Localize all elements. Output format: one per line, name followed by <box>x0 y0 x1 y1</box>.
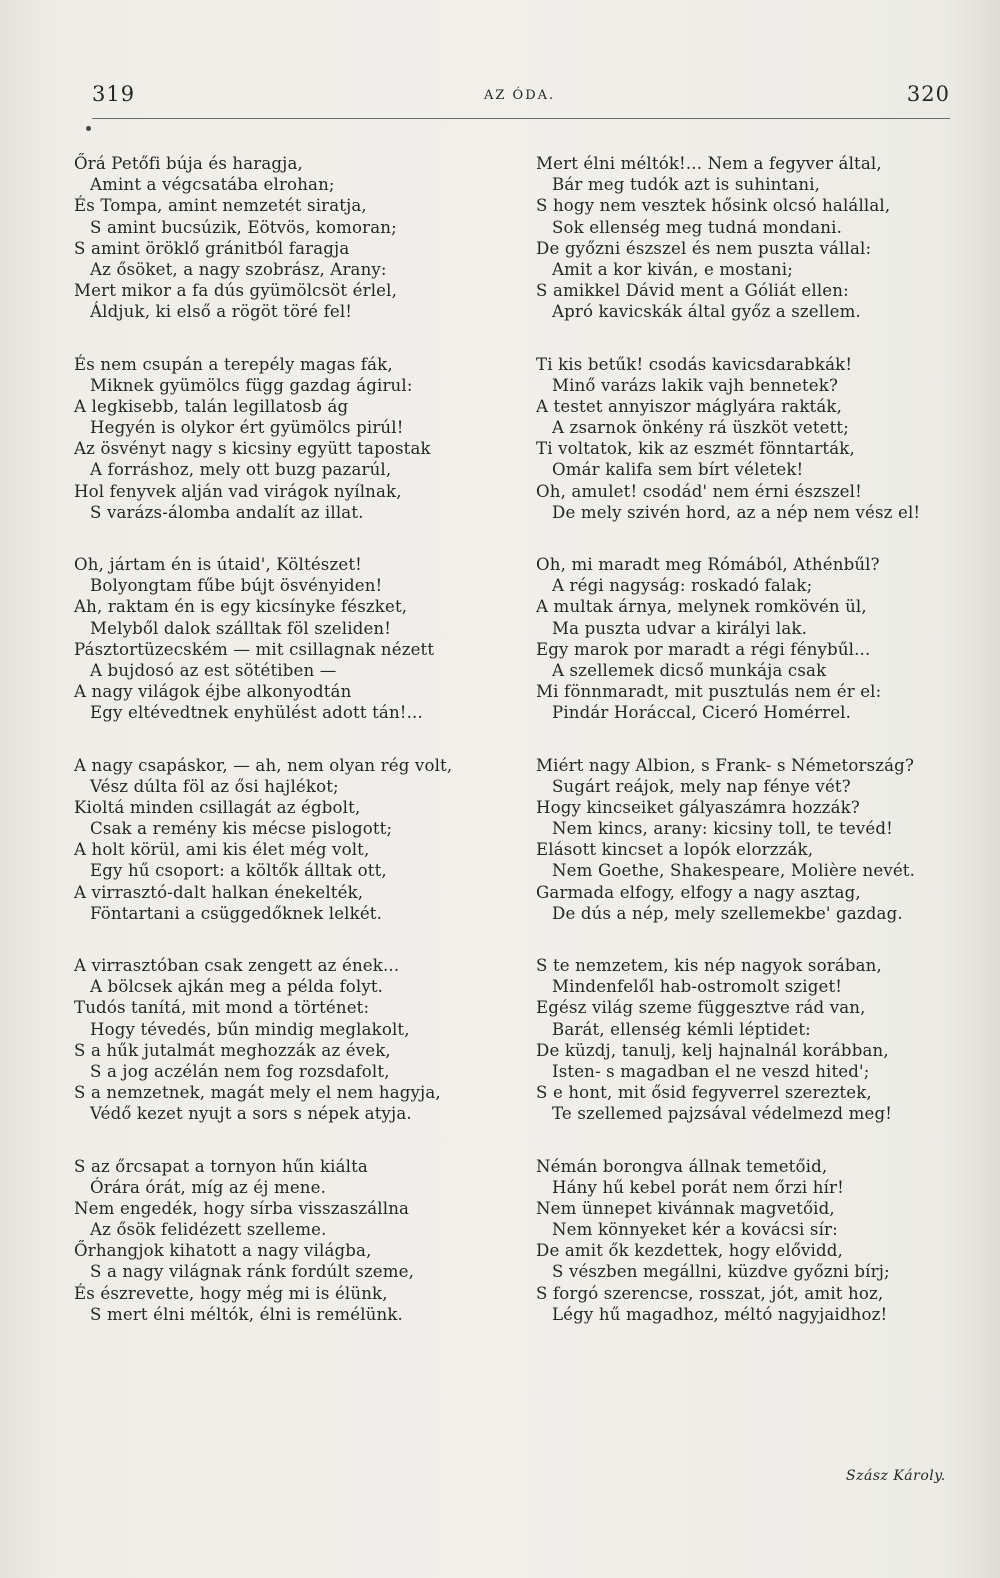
left-stanza-4 <box>74 755 519 925</box>
poem-line: Bár meg tudók azt is suhintani, <box>552 175 821 195</box>
poem-line: A régi nagyság: roskadó falak; <box>552 576 813 596</box>
right-stanza-1 <box>536 153 966 323</box>
poem-line: Nem engedék, hogy sírba visszaszállna <box>74 1198 410 1218</box>
author-signature: Szász Károly. <box>846 1468 946 1484</box>
poem-line: Amit a kor kiván, e mostani; <box>552 259 793 279</box>
poem-line: Vész dúlta föl az ősi hajlékot; <box>90 776 339 796</box>
poem-line: Az ösvényt nagy s kicsiny együtt tapostak <box>74 439 431 459</box>
poem-line: Oh, mi maradt meg Rómából, Athénbűl? <box>536 555 880 574</box>
poem-line: De mely szivén hord, az a nép nem vész el! <box>552 502 921 522</box>
poem-line: A szellemek dicső munkája csak <box>552 660 827 680</box>
poem-line: Mert élni méltók!... Nem a fegyver által, <box>536 154 882 173</box>
right-stanza-5 <box>536 955 966 1125</box>
poem-line: De dús a nép, mely szellemekbe' gazdag. <box>552 903 903 923</box>
poem-line: Apró kavicskák által győz a szellem. <box>552 302 861 322</box>
right-stanza-6 <box>536 1156 966 1326</box>
poem-line: Őrá Petőfi búja és haragja, <box>74 154 303 173</box>
poem-line: Isten- s magadban el ne veszd hited'; <box>552 1061 870 1081</box>
poem-line: Hány hű kebel porát nem őrzi hír! <box>552 1177 844 1197</box>
poem-line: A multak árnya, melynek romkövén ül, <box>536 597 867 617</box>
poem-line: Egy hű csoport: a költők álltak ott, <box>90 861 387 881</box>
poem-line: S varázs-álomba andalít az illat. <box>90 502 364 522</box>
poem-line: S a nagy világnak ránk fordúlt szeme, <box>90 1262 414 1282</box>
poem-line: A zsarnok önkény rá üszköt vetett; <box>552 418 849 438</box>
poem-line: S amint öröklő gránitból faragja <box>74 238 350 258</box>
poem-line: A forráshoz, mely ott buzg pazarúl, <box>90 460 392 480</box>
poem-line: S te nemzetem, kis nép nagyok sorában, <box>536 956 882 975</box>
poem-line: A bölcsek ajkán meg a példa folyt. <box>90 977 384 997</box>
poem-line: Nem Goethe, Shakespeare, Molière nevét. <box>552 861 916 881</box>
poem-line: A legkisebb, talán legillatosb ág <box>74 396 349 416</box>
poem-line: Garmada elfogy, elfogy a nagy asztag, <box>536 882 861 902</box>
poem-line: A virrasztó-dalt halkan énekelték, <box>74 882 364 902</box>
poem-line: Mi fönnmaradt, mit pusztulás nem ér el: <box>536 682 882 702</box>
poem-line: Sugárt reájok, mely nap fénye vét? <box>552 776 851 796</box>
poem-line: S hogy nem vesztek hősink olcsó halállal, <box>536 196 891 216</box>
poem-line: Ti kis betűk! csodás kavicsdarabkák! <box>536 354 853 374</box>
poem-line: Hogy tévedés, bűn mindig meglakolt, <box>90 1019 410 1039</box>
poem-line: Minő varázs lakik vajh bennetek? <box>552 375 839 395</box>
poem-line: Föntartani a csüggedőknek lelkét. <box>90 903 383 923</box>
poem-line: Védő kezet nyujt a sors s népek atyja. <box>90 1104 412 1124</box>
poem-line: Egy eltévedtnek enyhülést adott tán!... <box>90 703 423 723</box>
poem-line: Légy hű magadhoz, méltó nagyjaidhoz! <box>552 1304 888 1324</box>
poem-line: A nagy világok éjbe alkonyodtán <box>74 682 352 702</box>
poem-line: Barát, ellenség kémli léptidet: <box>552 1019 811 1039</box>
poem-line: Ma puszta udvar a királyi lak. <box>552 618 807 638</box>
left-stanza-1 <box>74 153 519 323</box>
page-number-right: 320 <box>906 82 950 106</box>
poem-line: S amint bucsúzik, Eötvös, komoran; <box>90 217 397 237</box>
poem-line: De amit ők kezdettek, hogy elővidd, <box>536 1241 843 1261</box>
ink-dot <box>86 126 91 131</box>
poem-line: Te szellemed pajzsával védelmezd meg! <box>552 1104 893 1124</box>
poem-line: Oh, jártam én is útaid', Költészet! <box>74 555 362 574</box>
poem-line: Sok ellenség meg tudná mondani. <box>552 217 842 237</box>
poem-line: Pindár Horáccal, Ciceró Homérrel. <box>552 703 852 723</box>
running-head: AZ ÓDA. <box>484 88 556 103</box>
header-rule <box>92 118 950 119</box>
poem-line: Áldjuk, ki első a rögöt töré fel! <box>90 302 353 322</box>
poem-line: A bujdosó az est sötétiben — <box>90 660 337 680</box>
poem-line: Omár kalifa sem bírt véletek! <box>552 460 804 480</box>
poem-line: És észrevette, hogy még mi is élünk, <box>74 1283 388 1303</box>
poem-line: Kioltá minden csillagát az égbolt, <box>74 797 361 817</box>
poem-line: S a jog aczélán nem fog rozsdafolt, <box>90 1061 390 1081</box>
poem-line: Csak a remény kis mécse pislogott; <box>90 819 393 839</box>
right-stanza-2 <box>536 354 966 524</box>
poem-line: És nem csupán a terepély magas fák, <box>74 354 393 374</box>
right-stanza-4 <box>536 755 966 925</box>
poem-line: Egész világ szeme függesztve rád van, <box>536 998 866 1018</box>
poem-line: S forgó szerencse, rosszat, jót, amit hoz, <box>536 1283 884 1303</box>
poem-line: S amikkel Dávid ment a Góliát ellen: <box>536 281 849 301</box>
poem-line: De küzdj, tanulj, kelj hajnalnál korábban, <box>536 1040 889 1060</box>
poem-line: S a hűk jutalmát meghozzák az évek, <box>74 1040 391 1060</box>
poem-line: Órára órát, míg az éj mene. <box>90 1177 327 1197</box>
right-stanza-3 <box>536 554 966 724</box>
poem-line: Az ősök felidézett szelleme. <box>90 1220 327 1240</box>
left-stanza-5 <box>74 955 519 1125</box>
poem-line: Ah, raktam én is egy kicsínyke fészket, <box>74 597 408 617</box>
left-stanza-2 <box>74 354 519 524</box>
poem-line: Egy marok por maradt a régi fénybűl... <box>536 639 871 659</box>
poem-line: S az őrcsapat a tornyon hűn kiálta <box>74 1156 368 1176</box>
poem-line: Pásztortüzecském — mit csillagnak nézett <box>74 639 435 659</box>
poem-line: Hogy kincseiket gályaszámra hozzák? <box>536 797 860 817</box>
poem-line: Elásott kincset a lopók elorzzák, <box>536 840 814 860</box>
poem-line: S mert élni méltók, élni is remélünk. <box>90 1304 403 1324</box>
poem-line: Bolyongtam fűbe bújt ösvényiden! <box>90 576 383 596</box>
poem-line: S a nemzetnek, magát mely el nem hagyja, <box>74 1083 441 1103</box>
poem-line: Az ősöket, a nagy szobrász, Arany: <box>90 259 387 279</box>
poem-line: De győzni észszel és nem puszta vállal: <box>536 238 872 258</box>
poem-line: Nem ünnepet kivánnak magvetőid, <box>536 1198 835 1218</box>
left-column <box>74 153 519 1356</box>
poem-line: A virrasztóban csak zengett az ének... <box>74 956 400 975</box>
poem-line: Oh, amulet! csodád' nem érni észszel! <box>536 481 862 501</box>
poem-line: Hegyén is olykor ért gyümölcs pirúl! <box>90 418 404 438</box>
poem-line: Nem könnyeket kér a kovácsi sír: <box>552 1220 838 1240</box>
poem-line: Miért nagy Albion, s Frank- s Németország? <box>536 755 914 775</box>
poem-line: S e hont, mit ősid fegyverrel szereztek, <box>536 1083 872 1103</box>
right-column <box>536 153 966 1356</box>
page-number-left: 319 <box>92 82 136 106</box>
poem-line: S vészben megállni, küzdve győzni bírj; <box>552 1262 890 1282</box>
poem-line: Ti voltatok, kik az eszmét fönntarták, <box>536 439 855 459</box>
poem-line: Hol fenyvek alján vad virágok nyílnak, <box>74 481 402 501</box>
poem-line: A testet annyiszor máglyára rakták, <box>536 396 843 416</box>
poem-line: Miknek gyümölcs függ gazdag ágirul: <box>90 375 413 395</box>
poem-line: És Tompa, amint nemzetét siratja, <box>74 196 367 216</box>
poem-line: Némán borongva állnak temetőid, <box>536 1156 828 1176</box>
poem-line: Melyből dalok szálltak föl szeliden! <box>90 618 392 638</box>
page-header <box>92 82 950 112</box>
poem-line: Nem kincs, arany: kicsiny toll, te tevéd! <box>552 819 893 839</box>
left-stanza-3 <box>74 554 519 724</box>
poem-line: Őrhangjok kihatott a nagy világba, <box>74 1241 372 1261</box>
poem-line: Amint a végcsatába elrohan; <box>90 175 335 195</box>
poem-line: Mindenfelől hab-ostromolt sziget! <box>552 977 843 997</box>
left-stanza-6 <box>74 1156 519 1326</box>
poem-line: A nagy csapáskor, — ah, nem olyan rég volt, <box>74 755 453 775</box>
poem-line: Mert mikor a fa dús gyümölcsöt érlel, <box>74 281 398 301</box>
poem-line: A holt körül, ami kis élet még volt, <box>74 840 370 860</box>
poem-line: Tudós tanítá, mit mond a történet: <box>74 998 370 1018</box>
